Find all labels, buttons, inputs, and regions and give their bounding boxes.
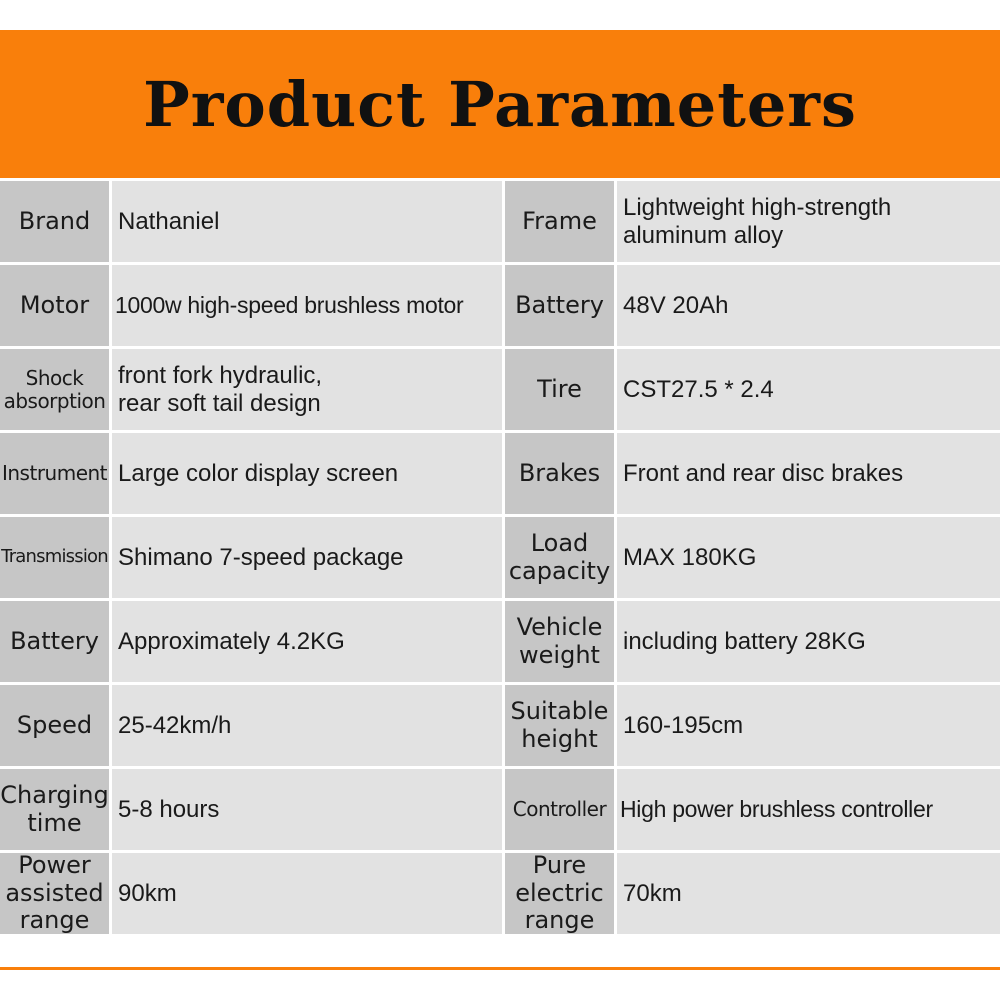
load-capacity-value: MAX 180KG (617, 517, 1000, 598)
transmission-label: Transmission (0, 517, 112, 598)
tire-value: CST27.5 * 2.4 (617, 349, 1000, 430)
pure-electric-range-value: 70km (617, 853, 1000, 934)
battery-spec-value: 48V 20Ah (617, 265, 1000, 346)
brakes-value: Front and rear disc brakes (617, 433, 1000, 514)
suitable-height-value: 160-195cm (617, 685, 1000, 766)
frame-value: Lightweight high-strength aluminum alloy (617, 181, 1000, 262)
brand-value: Nathaniel (112, 181, 505, 262)
charging-time-value: 5-8 hours (112, 769, 505, 850)
load-capacity-label: Load capacity (505, 517, 617, 598)
page-title: Product Parameters (143, 67, 857, 141)
instrument-value: Large color display screen (112, 433, 505, 514)
transmission-value: Shimano 7-speed package (112, 517, 505, 598)
parameters-table (0, 181, 1000, 934)
controller-label: Controller (505, 769, 617, 850)
battery-weight-value: Approximately 4.2KG (112, 601, 505, 682)
power-assisted-range-value: 90km (112, 853, 505, 934)
header-banner (0, 30, 1000, 178)
frame-label: Frame (505, 181, 617, 262)
motor-value: 1000w high-speed brushless motor (112, 265, 505, 346)
bottom-divider (0, 967, 1000, 970)
vehicle-weight-label: Vehicle weight (505, 601, 617, 682)
tire-label: Tire (505, 349, 617, 430)
battery-spec-label: Battery (505, 265, 617, 346)
shock-absorption-value: front fork hydraulic, rear soft tail design (112, 349, 505, 430)
speed-label: Speed (0, 685, 112, 766)
charging-time-label: Charging time (0, 769, 112, 850)
vehicle-weight-value: including battery 28KG (617, 601, 1000, 682)
speed-value: 25-42km/h (112, 685, 505, 766)
battery-weight-label: Battery (0, 601, 112, 682)
brakes-label: Brakes (505, 433, 617, 514)
controller-value: High power brushless controller (617, 769, 1000, 850)
motor-label: Motor (0, 265, 112, 346)
suitable-height-label: Suitable height (505, 685, 617, 766)
brand-label: Brand (0, 181, 112, 262)
instrument-label: Instrument (0, 433, 112, 514)
power-assisted-range-label: Power assisted range (0, 853, 112, 934)
pure-electric-range-label: Pure electric range (505, 853, 617, 934)
shock-absorption-label: Shock absorption (0, 349, 112, 430)
